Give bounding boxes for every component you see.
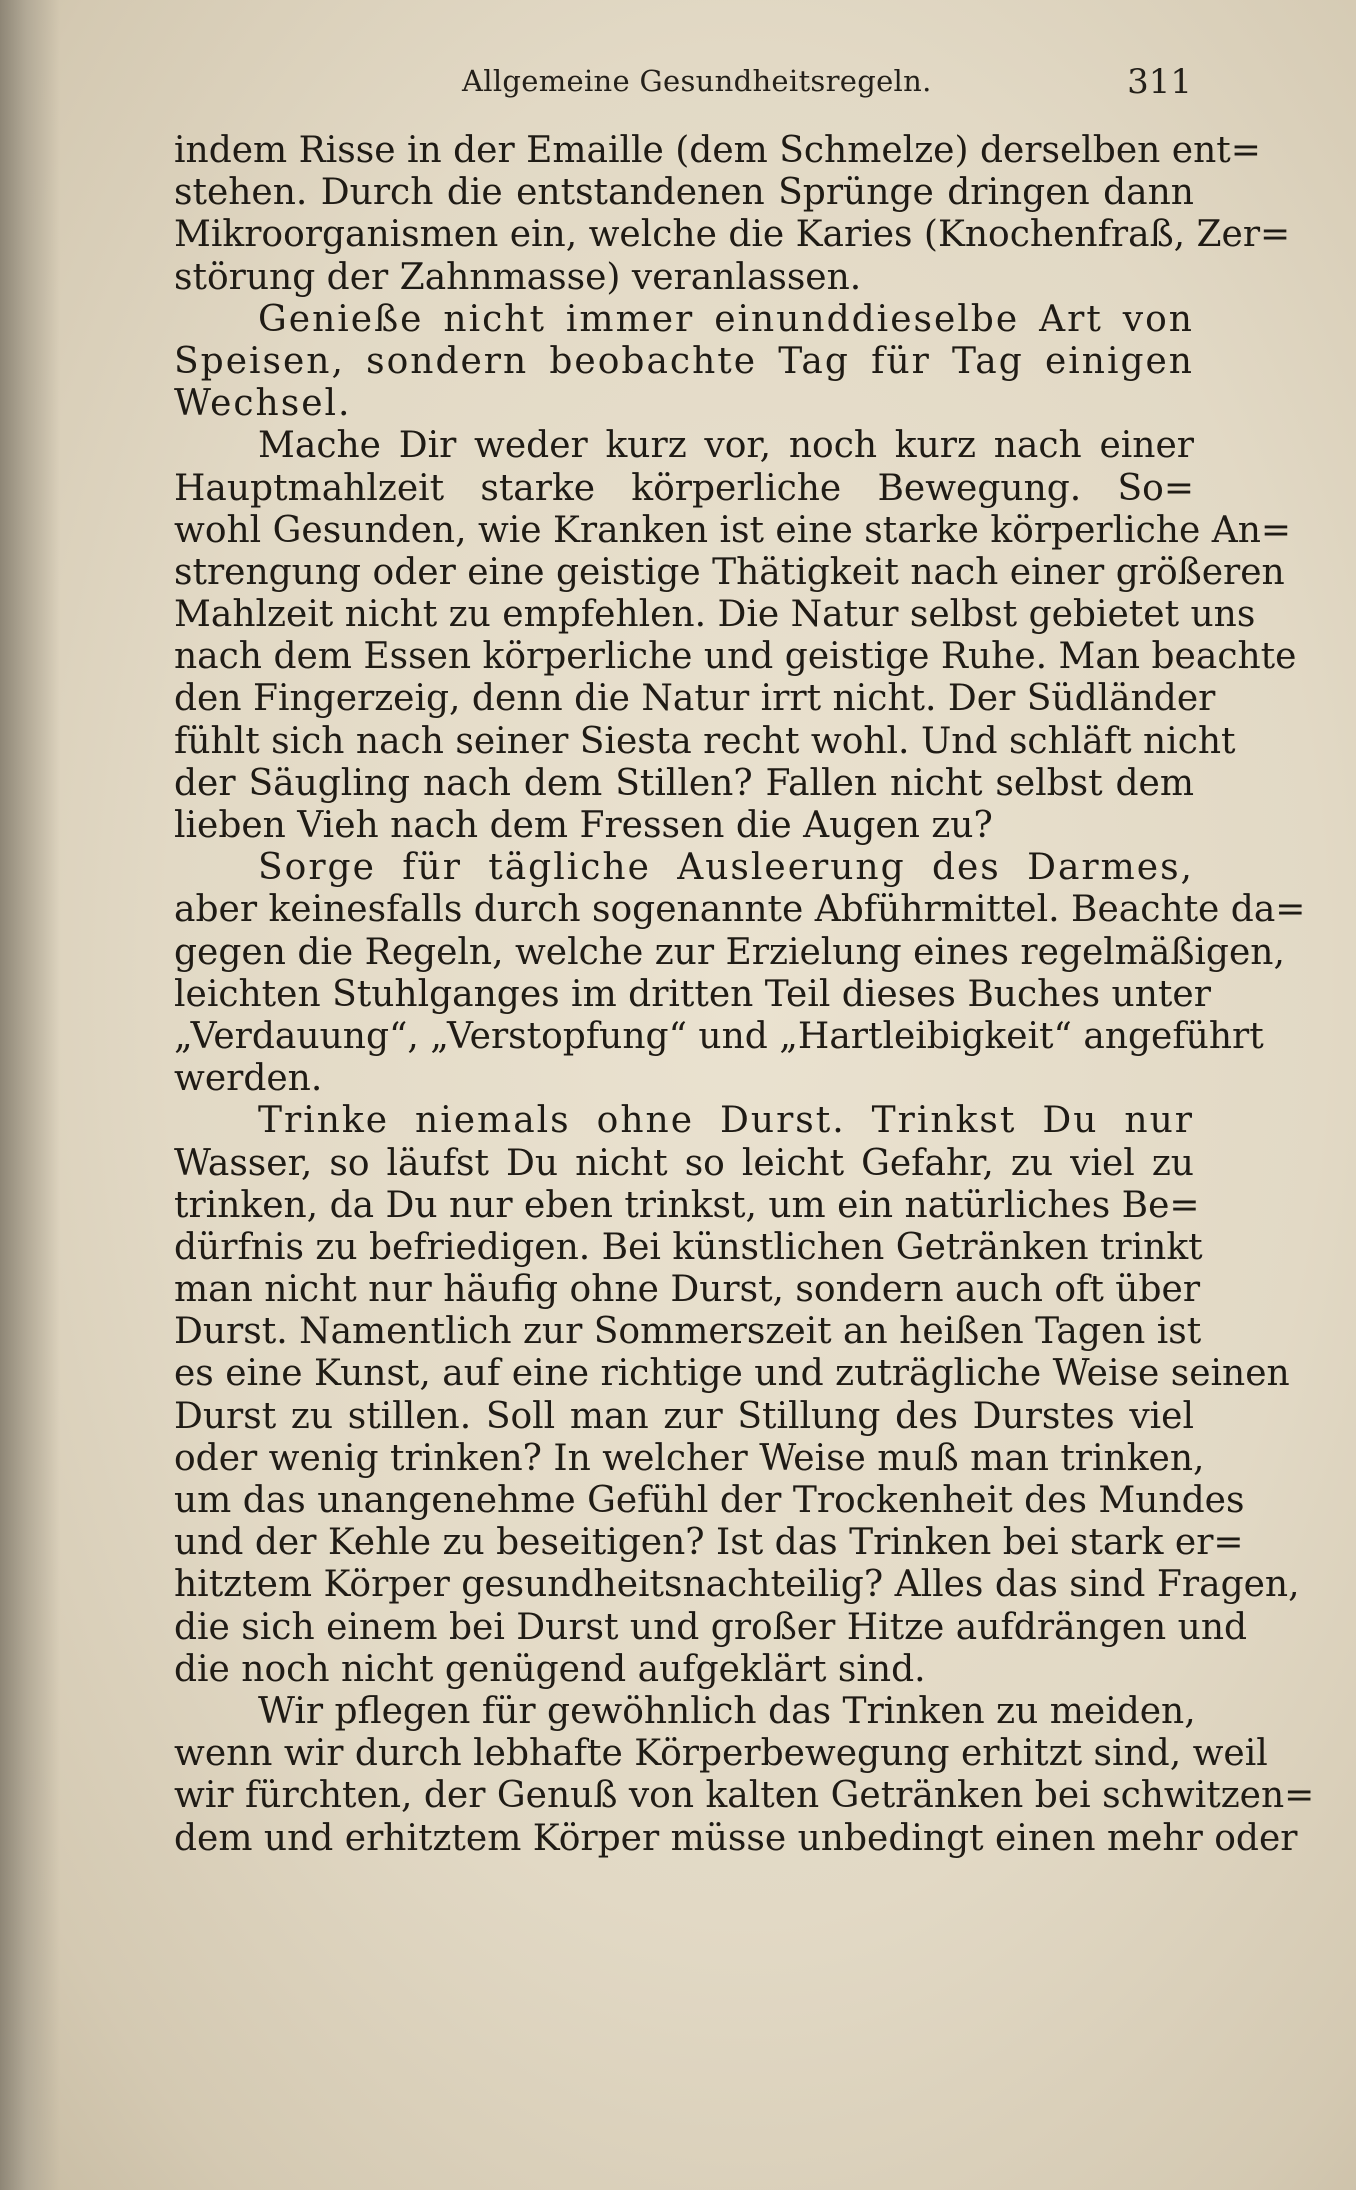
text-line: dem und erhitztem Körper müsse unbedingt einen mehr oder — [174, 1817, 1298, 1859]
text-line: werden. — [174, 1058, 323, 1100]
text-line: die sich einem bei Durst und großer Hitze aufdrängen und — [174, 1606, 1248, 1648]
text-line: störung der Zahnmasse) veranlassen. — [174, 256, 862, 298]
text-line: „Verdauung“, „Verstopfung“ und „Hartleibigkeit“ angeführt — [174, 1015, 1264, 1057]
text-line: indem Risse in der Emaille (dem Schmelze) derselben ent= — [174, 130, 1261, 171]
text-line: Trinke niemals ohne Durst. Trinkst Du nur — [258, 1100, 1194, 1142]
text-line: aber keinesfalls durch sogenannte Abführmittel. Beachte da= — [174, 889, 1306, 931]
text-line: strengung oder eine geistige Thätigkeit nach einer größeren — [174, 551, 1285, 593]
text-line: und der Kehle zu beseitigen? Ist das Trinken bei stark er= — [174, 1522, 1244, 1564]
text-line: Wechsel. — [174, 383, 352, 425]
running-title: Allgemeine Gesundheitsregeln. — [462, 64, 932, 98]
text-line: Mikroorganismen ein, welche die Karies (Knochenfraß, Zer= — [174, 214, 1291, 256]
text-line: Mahlzeit nicht zu empfehlen. Die Natur selbst gebietet uns — [174, 594, 1256, 636]
text-line: den Fingerzeig, denn die Natur irrt nicht. Der Südländer — [174, 678, 1216, 720]
text-line: man nicht nur häufig ohne Durst, sondern auch oft über — [174, 1269, 1201, 1311]
text-line: oder wenig trinken? In welcher Weise muß man trinken, — [174, 1437, 1205, 1479]
text-line: stehen. Durch die entstandenen Sprünge dringen dann — [174, 172, 1194, 214]
text-line: fühlt sich nach seiner Siesta recht wohl. Und schläft nicht — [174, 720, 1236, 762]
text-line: Sorge für tägliche Ausleerung des Darmes, — [258, 847, 1194, 889]
text-line: Durst zu stillen. Soll man zur Stillung des Durstes viel — [174, 1395, 1194, 1437]
text-line: der Säugling nach dem Stillen? Fallen nicht selbst dem — [174, 762, 1194, 804]
text-line: Wir pflegen für gewöhnlich das Trinken zu meiden, — [258, 1690, 1196, 1732]
text-line: wenn wir durch lebhafte Körperbewegung erhitzt sind, weil — [174, 1733, 1268, 1775]
text-line: Speisen, sondern beobachte Tag für Tag einigen — [174, 340, 1194, 382]
running-header — [462, 60, 1192, 110]
text-line: Mache Dir weder kurz vor, noch kurz nach einer — [258, 425, 1194, 467]
text-line: wir fürchten, der Genuß von kalten Getränken bei schwitzen= — [174, 1775, 1315, 1817]
text-line: gegen die Regeln, welche zur Erzielung eines regelmäßigen, — [174, 931, 1285, 973]
text-line: wohl Gesunden, wie Kranken ist eine starke körperliche An= — [174, 509, 1292, 551]
page-gutter-shadow — [0, 0, 60, 2190]
text-line: trinken, da Du nur eben trinkst, um ein natürliches Be= — [174, 1184, 1200, 1226]
text-line: die noch nicht genügend aufgeklärt sind. — [174, 1648, 926, 1690]
text-line: nach dem Essen körperliche und geistige Ruhe. Man beachte — [174, 636, 1297, 678]
text-line: Durst. Namentlich zur Sommerszeit an heißen Tagen ist — [174, 1311, 1202, 1353]
text-line: Hauptmahlzeit starke körperliche Bewegung. So= — [174, 467, 1194, 509]
text-line: es eine Kunst, auf eine richtige und zuträgliche Weise seinen — [174, 1353, 1290, 1395]
page-number: 311 — [1127, 62, 1192, 102]
text-line: dürfnis zu befriedigen. Bei künstlichen Getränken trinkt — [174, 1226, 1203, 1268]
text-line: hitztem Körper gesundheitsnachteilig? Alles das sind Fragen, — [174, 1564, 1300, 1606]
text-line: Wasser, so läufst Du nicht so leicht Gefahr, zu viel zu — [174, 1142, 1194, 1184]
body-text — [174, 130, 1315, 1860]
text-line: leichten Stuhlganges im dritten Teil dieses Buches unter — [174, 973, 1211, 1015]
text-line: um das unangenehme Gefühl der Trockenheit des Mundes — [174, 1480, 1245, 1521]
text-line: Genieße nicht immer einunddieselbe Art von — [258, 298, 1194, 340]
text-line: lieben Vieh nach dem Fressen die Augen zu? — [174, 805, 993, 846]
